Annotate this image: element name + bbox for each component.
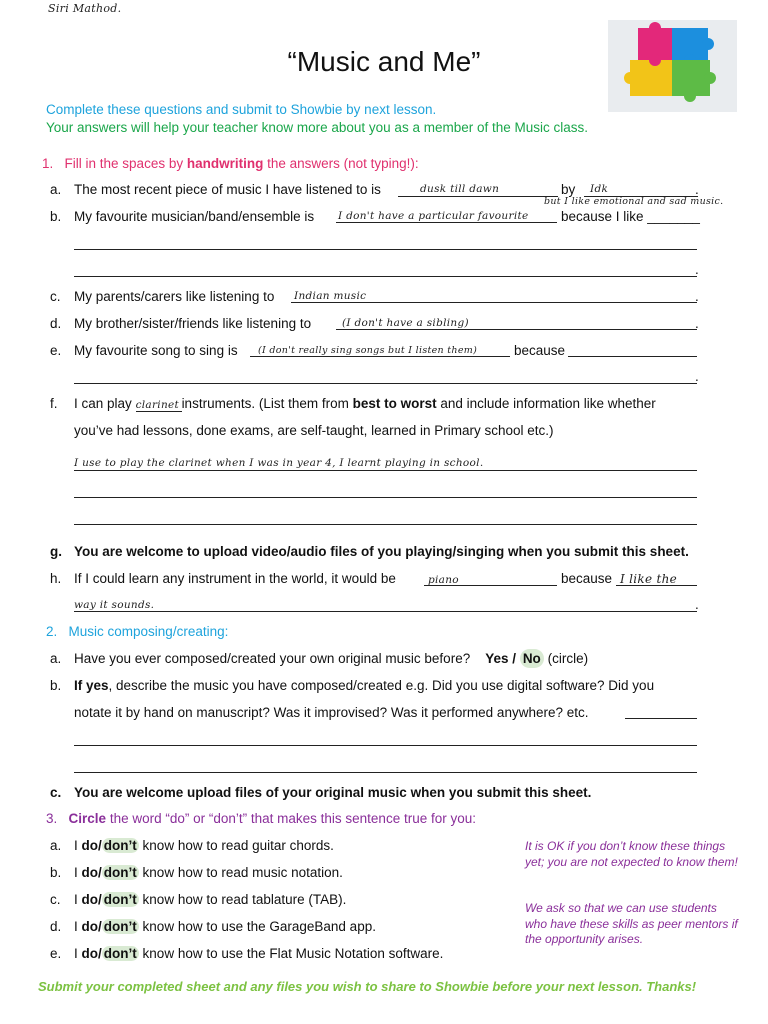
question-1d: My brother/sister/friends like listening to [74, 316, 312, 331]
do-option[interactable]: do/ [81, 865, 102, 880]
answer-line[interactable] [74, 470, 697, 471]
statement-row [50, 919, 376, 934]
statement-row [50, 946, 443, 961]
text: and include information like whether [436, 396, 656, 411]
handwritten-answer: piano [428, 574, 459, 586]
item-letter: a. [50, 182, 62, 197]
statement-text: know how to use the GarageBand app. [142, 919, 376, 934]
answer-line[interactable] [291, 302, 697, 303]
dont-option[interactable]: don’t [103, 919, 137, 934]
answer-line[interactable] [74, 497, 697, 498]
dont-option[interactable]: don’t [103, 892, 137, 907]
do-option[interactable]: do/ [81, 919, 102, 934]
answer-line[interactable] [74, 249, 697, 250]
answer-line[interactable] [74, 745, 697, 746]
section-text: the answers (not typing!): [263, 156, 419, 171]
section-2-header [46, 624, 228, 639]
yes-option[interactable]: Yes [485, 651, 509, 666]
text: I can play [74, 396, 132, 411]
question-1c: My parents/carers like listening to [74, 289, 275, 304]
period: . [695, 369, 699, 384]
pronoun: I [74, 919, 78, 934]
item-letter: f. [50, 396, 58, 411]
question-1h: If I could learn any instrument in the world, it would be [74, 571, 396, 586]
answer-line[interactable] [74, 276, 697, 277]
question-1f [74, 396, 656, 412]
intro-line-1: Complete these questions and submit to Showbie by next lesson. [46, 102, 437, 117]
handwritten-answer: I like the [620, 572, 678, 586]
answer-line[interactable] [336, 222, 557, 223]
section-number: 1. [42, 156, 54, 171]
handwritten-answer: I don't have a particular favourite [338, 210, 529, 222]
intro-line-2: Your answers will help your teacher know more about you as a member of the Music class. [46, 120, 589, 135]
side-note-2: We ask so that we can use students who have these skills as peer mentors if the opportunity arises. [525, 901, 738, 946]
pronoun: I [74, 865, 78, 880]
statement-text: know how to read music notation. [142, 865, 343, 880]
period: . [695, 316, 699, 331]
section-bold: handwriting [186, 156, 264, 171]
section-number: 3. [46, 811, 58, 826]
item-letter: e. [50, 946, 62, 961]
period: . [695, 182, 699, 197]
item-letter: c. [50, 785, 62, 800]
handwritten-answer: clarinet [136, 399, 182, 412]
handwritten-answer: Idk [590, 183, 609, 195]
dont-option[interactable]: don’t [103, 946, 137, 961]
item-letter: c. [50, 892, 61, 907]
bold-text: If yes [74, 678, 109, 693]
circle-label: (circle) [547, 651, 589, 666]
item-letter: c. [50, 289, 61, 304]
no-option[interactable]: No [520, 649, 544, 668]
statement-text: know how to read tablature (TAB). [142, 892, 347, 907]
answer-line[interactable] [568, 356, 697, 357]
footer-note: Submit your completed sheet and any files you wish to share to Showbie before your next lesson. Thanks! [38, 979, 697, 994]
answer-line[interactable] [625, 718, 697, 719]
text: , describe the music you have composed/created e.g. Did you use digital software? Did you [108, 678, 655, 693]
item-letter: e. [50, 343, 62, 358]
question-1e: My favourite song to sing is [74, 343, 238, 358]
slash: / [512, 651, 517, 666]
answer-line[interactable] [336, 329, 697, 330]
item-letter: b. [50, 865, 62, 880]
item-letter: h. [50, 571, 62, 586]
page-title: “Music and Me” [287, 46, 481, 77]
section-text: Music composing/creating: [68, 624, 229, 639]
handwritten-answer: (I don't have a sibling) [342, 317, 469, 329]
section-text: Fill in the spaces by [64, 156, 187, 171]
handwritten-answer: I use to play the clarinet when I was in year 4, I learnt playing in school. [74, 457, 484, 469]
side-note-1: It is OK if you don’t know these things yet; you are not expected to know them! [525, 839, 738, 869]
period: . [695, 262, 699, 277]
pronoun: I [74, 946, 78, 961]
answer-line[interactable] [74, 383, 697, 384]
question-2a [74, 651, 588, 666]
item-letter: a. [50, 838, 62, 853]
answer-line[interactable] [74, 611, 697, 612]
answer-line[interactable] [74, 772, 697, 773]
dont-option[interactable]: don’t [103, 865, 137, 880]
section-3-header [46, 811, 476, 826]
statement-row [50, 865, 343, 880]
text: instruments. (List them from [181, 396, 353, 411]
text: Have you ever composed/created your own original music before? [74, 651, 471, 666]
handwritten-answer: way it sounds. [74, 599, 155, 611]
handwritten-answer: dusk till dawn [420, 183, 500, 195]
item-letter: b. [50, 678, 62, 693]
handwritten-note: but I like emotional and sad music. [544, 196, 724, 207]
period: . [695, 597, 699, 612]
question-1a: The most recent piece of music I have listened to is [74, 182, 381, 197]
item-letter: a. [50, 651, 62, 666]
handwritten-answer: Indian music [294, 290, 367, 302]
period: . [695, 289, 699, 304]
question-1f-line2: you’ve had lessons, done exams, are self-taught, learned in Primary school etc.) [74, 423, 554, 438]
bold-text: Circle [68, 811, 107, 826]
answer-line[interactable] [398, 196, 558, 197]
do-option[interactable]: do/ [81, 946, 102, 961]
dont-option[interactable]: don’t [103, 838, 137, 853]
because-label: because [514, 343, 566, 358]
pronoun: I [74, 838, 78, 853]
answer-line[interactable] [250, 356, 510, 357]
section-1-header [42, 156, 419, 171]
item-letter: d. [50, 919, 62, 934]
student-name: Siri Mathod. [48, 2, 122, 15]
statement-row [50, 838, 334, 853]
section-text: the word “do” or “don’t” that makes this sentence true for you: [106, 811, 476, 826]
pronoun: I [74, 892, 78, 907]
statement-text: know how to read guitar chords. [142, 838, 334, 853]
by-label: by [561, 182, 576, 197]
question-2b-line2: notate it by hand on manuscript? Was it improvised? Was it performed anywhere? etc. [74, 705, 589, 720]
item-letter: g. [50, 544, 62, 559]
statement-row [50, 892, 346, 907]
item-letter: d. [50, 316, 62, 331]
handwritten-answer: (I don't really sing songs but I listen them) [258, 345, 478, 356]
item-letter: b. [50, 209, 62, 224]
bold-text: best to worst [352, 396, 437, 411]
do-option[interactable]: do/ [81, 892, 102, 907]
upload-note: You are welcome to upload video/audio files of you playing/singing when you submit this sheet. [74, 544, 689, 559]
section-number: 2. [46, 624, 58, 639]
answer-line[interactable] [74, 524, 697, 525]
question-2b [74, 678, 654, 693]
question-1b: My favourite musician/band/ensemble is [74, 209, 315, 224]
because-label: because I like _______ [561, 209, 700, 224]
upload-note: You are welcome upload files of your original music when you submit this sheet. [74, 785, 592, 800]
do-option[interactable]: do/ [81, 838, 102, 853]
statement-text: know how to use the Flat Music Notation software. [142, 946, 444, 961]
because-label: because [561, 571, 613, 586]
